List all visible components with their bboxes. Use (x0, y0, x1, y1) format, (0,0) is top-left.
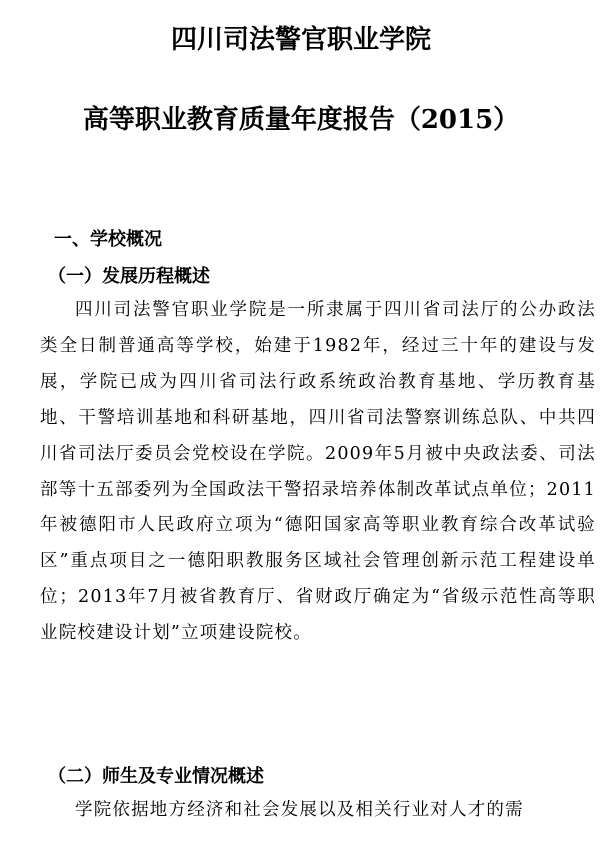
document-title-line2: 高等职业教育质量年度报告（2015） (82, 105, 520, 135)
paragraph-teachers-students: 学院依据地方经济和社会发展以及相关行业对人才的需 (75, 800, 524, 820)
document-title-line1: 四川司法警官职业学院 (170, 25, 431, 55)
paragraph-history: 四川司法警官职业学院是一所隶属于四川省司法厅的公办政法类全日制普通高等学校，始建于1982年，经过三十年的建设与发展，学院已成为四川省司法行政系统政治教育基地、学历教育基地、干警培训基地和科研基地，四川省司法警察训练总队、中共四川省司法厅委员会党校设在学院。2009年5月被中央政法委、司法部等十五部委列为全国政法干警招录培养体制改革试点单位；2011年被德阳市人民政府立项为“德阳国家高等职业教育综合改革试验区”重点项目之一德阳职教服务区域社会管理创新示范工程建设单位；2013年7月被省教育厅、省财政厅确定为“省级示范性高等职业院校建设计划”立项建设院校。 (40, 300, 596, 644)
subsection-heading-history: （一）发展历程概述 (48, 266, 210, 287)
section-heading-school-overview: 一、学校概况 (54, 229, 162, 250)
subsection-heading-teachers-students: （二）师生及专业情况概述 (48, 766, 264, 787)
